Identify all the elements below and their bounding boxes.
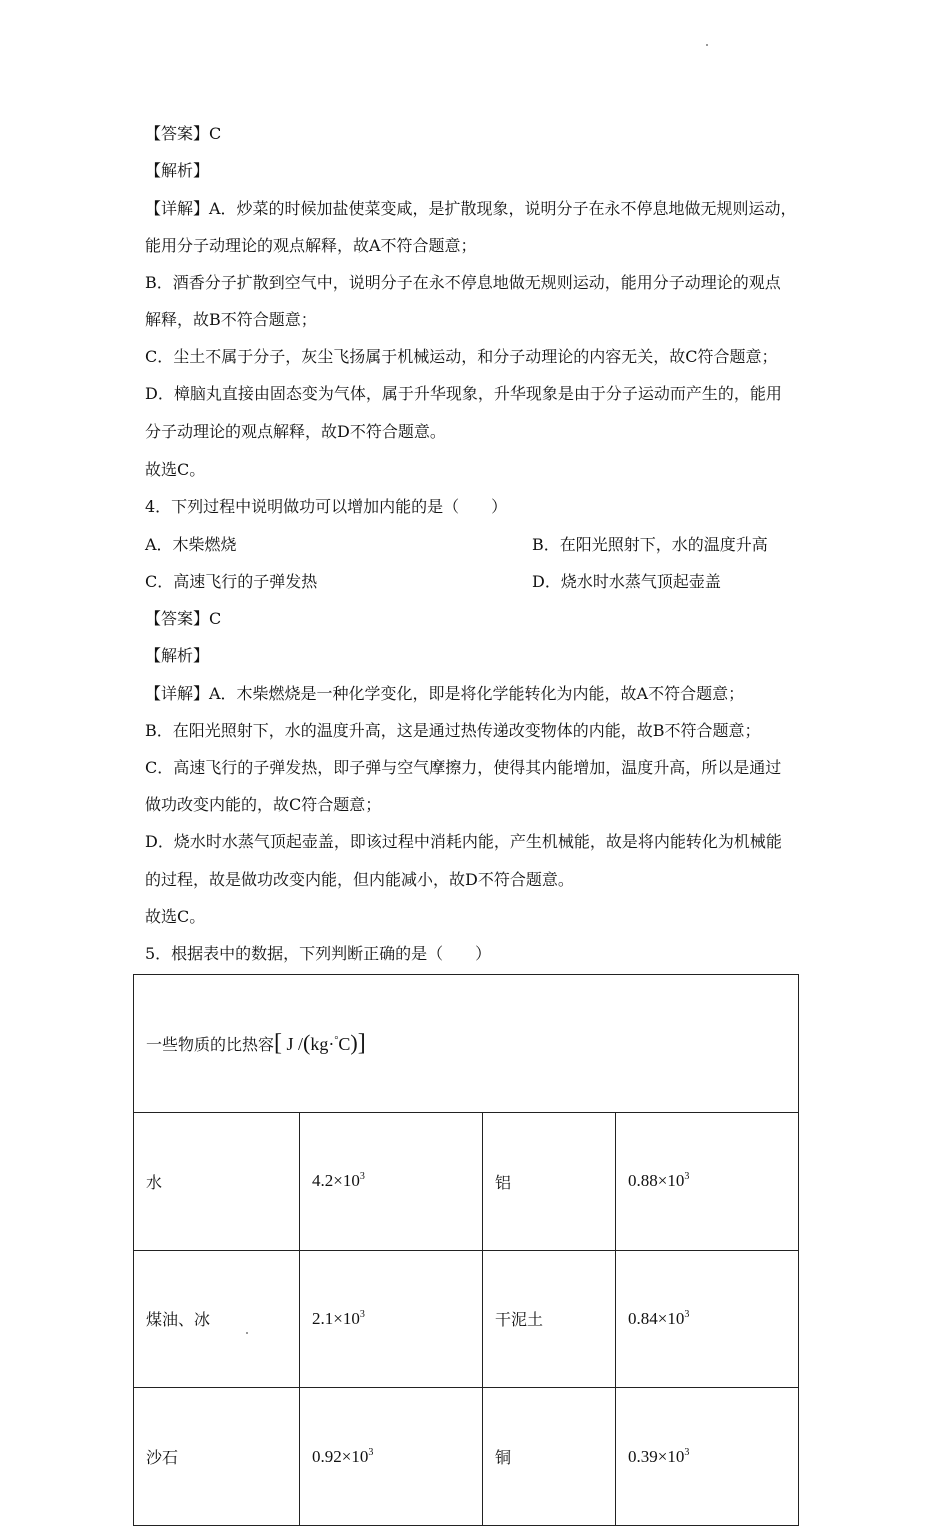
specific-heat-value-cell: [300, 1388, 483, 1526]
unit-celsius: C: [338, 1033, 351, 1054]
specific-heat-value-cell: [616, 1250, 799, 1388]
substance-name-cell: 沙石: [134, 1388, 300, 1526]
substance-name-cell: 铝: [483, 1112, 616, 1250]
specific-heat-value-cell: [616, 1388, 799, 1526]
q3-detail-d-line2: 分子动理论的观点解释，故D不符合题意。: [145, 422, 446, 441]
value-mantissa: 0.92×10: [312, 1446, 369, 1466]
value-exponent: 3: [684, 1308, 690, 1320]
corner-dot-bottom: [246, 1332, 248, 1334]
q4-analysis-heading: 【解析】: [145, 646, 210, 665]
q4-option-c: C．高速飞行的子弹发热: [145, 572, 318, 591]
unit-slash: /: [298, 1033, 304, 1054]
value-exponent: 3: [359, 1308, 365, 1320]
q4-option-d: D．烧水时水蒸气顶起壶盖: [532, 572, 721, 591]
table-header-cell: [134, 975, 799, 1113]
q4-detail-d-line1: D．烧水时水蒸气顶起壶盖，即该过程中消耗内能，产生机械能，故是将内能转化为机械能: [145, 832, 782, 851]
value-mantissa: 0.84×10: [628, 1308, 685, 1328]
substance-name-cell: 水: [134, 1112, 300, 1250]
q4-stem: 4．下列过程中说明做功可以增加内能的是（ ）: [145, 497, 508, 516]
value-exponent: 3: [368, 1446, 374, 1458]
q3-analysis-heading: 【解析】: [145, 161, 210, 180]
q4-detail-d-line2: 的过程，故是做功改变内能，但内能减小，故D不符合题意。: [145, 870, 574, 889]
specific-heat-value-cell: [300, 1112, 483, 1250]
value-mantissa: 4.2×10: [312, 1171, 360, 1191]
q3-choose: 故选C。: [145, 460, 206, 479]
specific-heat-table: [133, 974, 799, 1526]
q4-detail-a: 【详解】A．木柴燃烧是一种化学变化，即是将化学能转化为内能，故A不符合题意；: [145, 684, 745, 703]
unit-kilogram: kg: [310, 1033, 329, 1054]
specific-heat-value-cell: [616, 1112, 799, 1250]
table-header-row: [134, 975, 799, 1113]
value-exponent: 3: [359, 1171, 365, 1183]
q3-detail-d-line1: D．樟脑丸直接由固态变为气体，属于升华现象，升华现象是由于分子运动而产生的，能用: [145, 384, 782, 403]
q3-detail-a-line1: 【详解】A．炒菜的时候加盐使菜变咸，是扩散现象，说明分子在永不停息地做无规则运动，: [145, 199, 797, 218]
substance-name-cell: 铜: [483, 1388, 616, 1526]
table-row: [134, 1250, 799, 1388]
unit-joule: J: [286, 1033, 294, 1054]
q4-choose: 故选C。: [145, 907, 206, 926]
value-mantissa: 0.39×10: [628, 1446, 685, 1466]
value-mantissa: 0.88×10: [628, 1171, 685, 1191]
q3-detail-a-line2: 能用分子动理论的观点解释，故A不符合题意；: [145, 236, 477, 255]
q3-answer: 【答案】C: [145, 124, 222, 143]
corner-dot-top: [706, 44, 708, 46]
specific-heat-value-cell: [300, 1250, 483, 1388]
substance-name-cell: 干泥土: [483, 1250, 616, 1388]
q3-detail-c-line1: C．尘土不属于分子，灰尘飞扬属于机械运动，和分子动理论的内容无关，故C符合题意；: [145, 347, 778, 366]
value-exponent: 3: [684, 1446, 690, 1458]
table-row: [134, 1112, 799, 1250]
table-header-label: 一些物质的比热容: [146, 1034, 275, 1054]
table-row: [134, 1388, 799, 1526]
q5-stem: 5．根据表中的数据，下列判断正确的是（ ）: [145, 944, 492, 963]
q4-detail-c-line1: C．高速飞行的子弹发热，即子弹与空气摩擦力，使得其内能增加，温度升高，所以是通过: [145, 758, 782, 777]
value-exponent: 3: [684, 1171, 690, 1183]
unit-expression: [ J /(kg·°C)]: [274, 1029, 366, 1056]
value-mantissa: 2.1×10: [312, 1308, 360, 1328]
unit-degree: °: [334, 1034, 339, 1046]
q4-option-a: A．木柴燃烧: [145, 535, 237, 554]
q4-option-b: B．在阳光照射下，水的温度升高: [532, 535, 768, 554]
q4-detail-b: B．在阳光照射下，水的温度升高，这是通过热传递改变物体的内能，故B不符合题意；: [145, 721, 761, 740]
substance-name-cell: 煤油、冰: [134, 1250, 300, 1388]
q3-detail-b-line1: B．酒香分子扩散到空气中，说明分子在永不停息地做无规则运动，能用分子动理论的观点: [145, 273, 781, 292]
q4-detail-c-line2: 做功改变内能的，故C符合题意；: [145, 795, 382, 814]
q3-detail-b-line2: 解释，故B不符合题意；: [145, 310, 317, 329]
q4-answer: 【答案】C: [145, 609, 222, 628]
